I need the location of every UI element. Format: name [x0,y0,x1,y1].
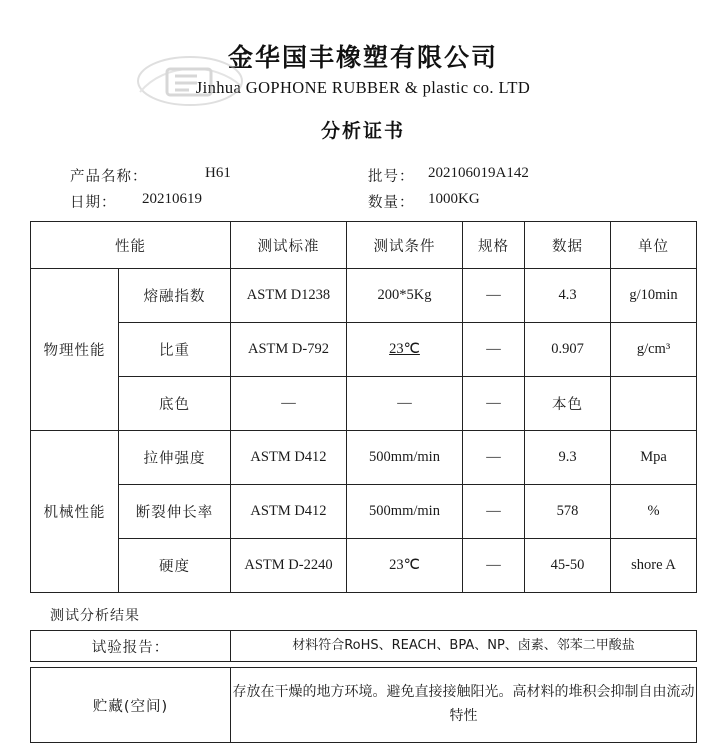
company-logo-icon [135,52,245,110]
table-row [31,539,697,593]
cell-standard: ASTM D412 [231,485,347,539]
cell-spec: — [463,539,525,593]
cell-property: 熔融指数 [119,269,231,323]
quantity-label: 数量： [368,195,415,212]
storage-value: 存放在干燥的地方环境。避免直接接触阳光。高材料的堆积会抑制自由流动特性 [231,668,697,743]
quantity-value: 1000KG [428,191,480,208]
table-row [31,269,697,323]
cell-unit: g/cm³ [611,323,697,377]
cell-unit: Mpa [611,431,697,485]
cell-condition: 200*5Kg [347,269,463,323]
table-row [31,323,697,377]
table-row [31,431,697,485]
cell-value: 578 [525,485,611,539]
cell-unit: % [611,485,697,539]
header-condition: 测试条件 [347,222,463,269]
specification-table [30,221,697,593]
storage-label: 贮藏(空间) [31,668,231,743]
cell-condition: 500mm/min [347,431,463,485]
cell-value: 9.3 [525,431,611,485]
cell-spec: — [463,323,525,377]
cell-condition: 500mm/min [347,485,463,539]
date-label: 日期： [70,195,117,212]
cell-standard: ASTM D412 [231,431,347,485]
table-row [31,377,697,431]
document-meta [30,163,696,215]
cell-unit: g/10min [611,269,697,323]
document-title: 分析证书 [320,120,405,143]
cell-spec: — [463,269,525,323]
cell-property: 硬度 [119,539,231,593]
results-table [30,630,697,662]
report-label: 试验报告： [31,631,231,662]
header-property: 性能 [31,222,231,269]
batch-number-label: 批号： [368,169,415,186]
storage-table [30,667,697,743]
cell-condition: 23℃ [347,539,463,593]
header-standard: 测试标准 [231,222,347,269]
cell-property: 底色 [119,377,231,431]
cell-property: 比重 [119,323,231,377]
cell-standard: ASTM D-2240 [231,539,347,593]
cell-value: 本色 [525,377,611,431]
cell-condition: — [347,377,463,431]
table-row [31,485,697,539]
cell-value: 45-50 [525,539,611,593]
document-header [30,0,696,143]
date-value: 20210619 [142,191,202,208]
product-name-value: H61 [205,165,231,182]
batch-number-value: 202106019A142 [428,165,529,182]
product-name-label: 产品名称： [70,169,148,186]
cell-value: 4.3 [525,269,611,323]
cell-unit [611,377,697,431]
cell-standard: ASTM D-792 [231,323,347,377]
group-label-mechanical: 机械性能 [31,431,119,593]
cell-spec: — [463,431,525,485]
table-row [31,668,697,743]
cell-property: 拉伸强度 [119,431,231,485]
header-spec: 规格 [463,222,525,269]
cell-value: 0.907 [525,323,611,377]
cell-property: 断裂伸长率 [119,485,231,539]
company-name-en: Jinhua GOPHONE RUBBER & plastic co. LTD [195,78,531,98]
cell-standard: — [231,377,347,431]
table-row [31,631,697,662]
cell-spec: — [463,377,525,431]
cell-condition: 23℃ [347,323,463,377]
header-unit: 单位 [611,222,697,269]
group-label-physical: 物理性能 [31,269,119,431]
report-value: 材料符合RoHS、REACH、BPA、NP、卤素、邻苯二甲酸盐 [231,631,697,662]
results-section-title: 测试分析结果 [50,608,140,625]
header-value: 数据 [525,222,611,269]
table-header-row [31,222,697,269]
cell-unit: shore A [611,539,697,593]
company-name-cn: 金华国丰橡塑有限公司 [227,43,498,72]
cell-spec: — [463,485,525,539]
cell-standard: ASTM D1238 [231,269,347,323]
